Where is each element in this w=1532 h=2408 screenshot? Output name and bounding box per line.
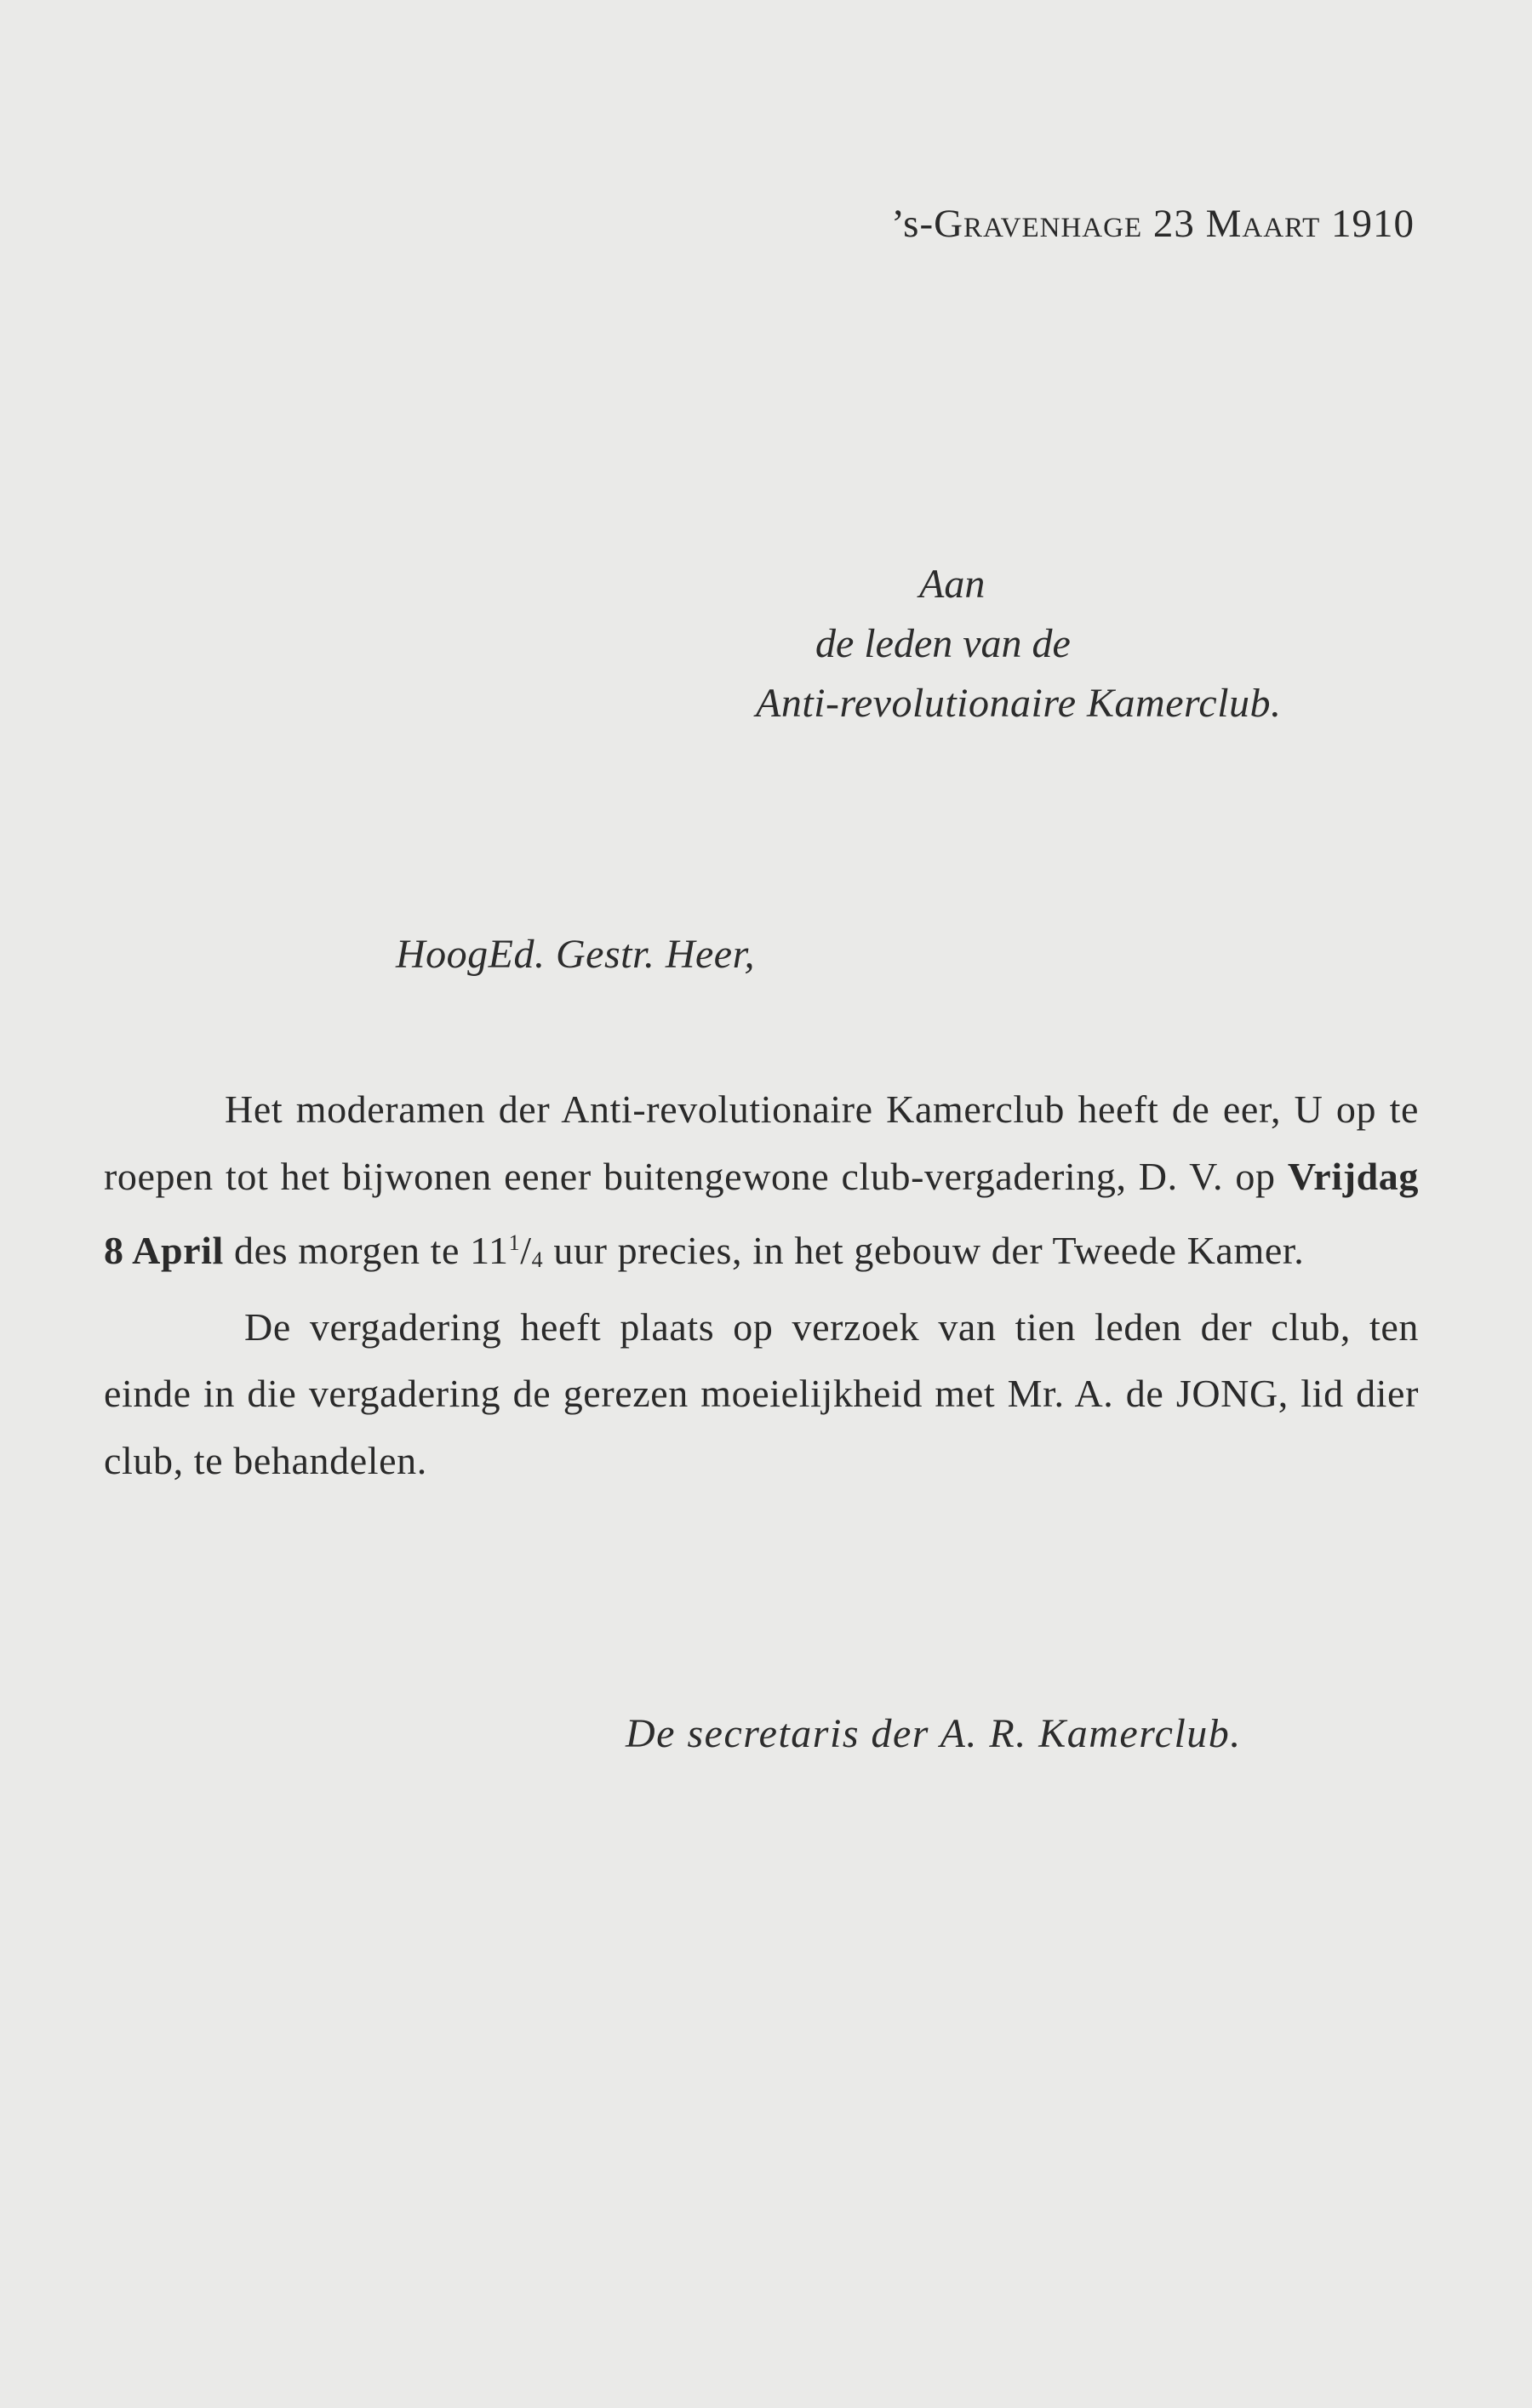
meeting-date: Vrijdag 8 April	[104, 1154, 1419, 1272]
dateline-prefix: ’s-	[891, 202, 935, 246]
salutation: HoogEd. Gestr. Heer,	[396, 932, 755, 977]
paragraph-1-intro: Het moderamen der Anti-revolutionaire Kamerclub heeft de eer, U op te roepen tot het bijwonen eener buitengewone club-vergadering, D. V. op	[104, 1087, 1419, 1198]
paragraph-1-middle: des morgen te 11	[223, 1229, 509, 1272]
dateline	[891, 201, 1415, 247]
fraction-denominator: 4	[531, 1247, 544, 1272]
dateline-year: 1910	[1331, 202, 1415, 246]
signature: De secretaris der A. R. Kamerclub.	[626, 1711, 1242, 1756]
time-fraction	[509, 1229, 544, 1272]
dateline-city: Gravenhage	[934, 202, 1143, 246]
fraction-numerator: 1	[508, 1230, 521, 1255]
fraction-separator: /	[520, 1229, 532, 1272]
address-line-3: Anti-revolutionaire Kamerclub.	[756, 681, 1282, 726]
address-line-2: de leden van de	[815, 621, 1071, 666]
paragraph-1-end: uur precies, in het gebouw der Tweede Kamer.	[543, 1229, 1305, 1272]
paragraph-2: De vergadering heeft plaats op verzoek van tien leden der club, ten einde in die vergadering de gerezen moeielijkheid met Mr. A. de JONG, lid dier club, te behandelen.	[104, 1304, 1419, 1482]
dateline-day: 23	[1152, 202, 1195, 246]
dateline-month: Maart	[1205, 202, 1321, 246]
letter-body	[104, 1076, 1419, 1494]
paragraph-1	[104, 1076, 1419, 1294]
address-line-1: Aan	[919, 562, 986, 607]
recipient-address	[749, 555, 1345, 733]
